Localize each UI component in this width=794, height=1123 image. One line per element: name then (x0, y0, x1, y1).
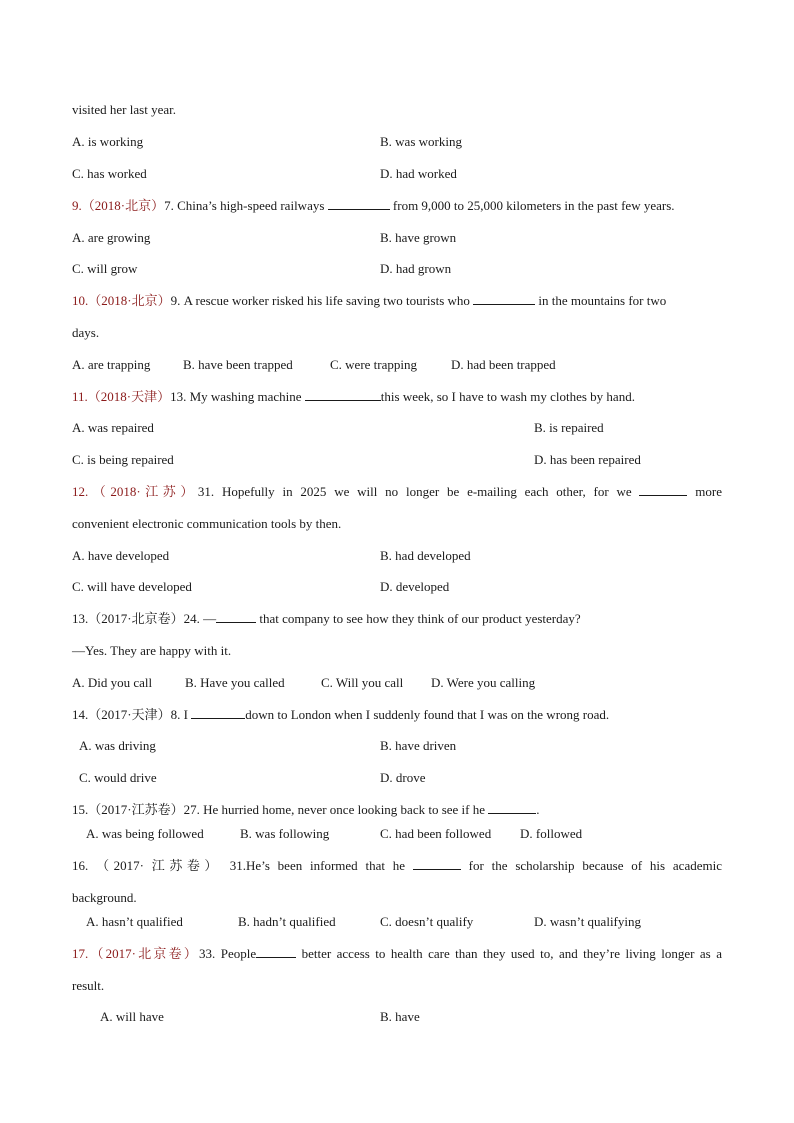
q8-option-c[interactable]: C. has worked (72, 166, 147, 181)
q9-option-a[interactable]: A. are growing (72, 230, 151, 245)
q8-stem-tail: visited her last year. (72, 102, 176, 117)
q11-stem: 11.（2018·天津）13. My washing machine this week, so I have to wash my clothes by hand. (72, 389, 635, 404)
q16-stem-cont: background. (72, 890, 137, 905)
q16-number: 16. (72, 858, 89, 873)
q16-stem: 16. （2017· 江苏卷） 31.He’s been informed that he for the scholarship because of his academic (72, 858, 722, 873)
q8-option-b[interactable]: B. was working (380, 134, 462, 149)
q17-option-a[interactable]: A. will have (100, 1009, 164, 1024)
q12-stem-cont: convenient electronic communication tools by then. (72, 516, 342, 531)
q15-source: 15.（2017·江苏卷） (72, 802, 184, 817)
q10-source: 10.（2018·北京） (72, 293, 171, 308)
q14-source: 14.（2017·天津） (72, 707, 171, 722)
q13-stem: 13.（2017·北京卷）24. — that company to see how they think of our product yesterday? (72, 611, 581, 626)
q11-source: 11.（2018·天津） (72, 389, 171, 404)
q16-option-b[interactable]: B. hadn’t qualified (238, 914, 336, 929)
q14-stem: 14.（2017·天津）8. I down to London when I suddenly found that I was on the wrong road. (72, 707, 610, 722)
q15-blank[interactable] (488, 802, 536, 814)
q12-option-b[interactable]: B. had developed (380, 548, 471, 563)
q12-source: 12.（2018·江苏） (72, 484, 198, 499)
q15-option-a[interactable]: A. was being followed (86, 826, 204, 841)
q14-blank[interactable] (191, 707, 245, 719)
q17-option-b[interactable]: B. have (380, 1009, 420, 1024)
q13-source: 13.（2017·北京卷） (72, 611, 184, 626)
q14-option-d[interactable]: D. drove (380, 770, 426, 785)
q9-source: 9.（2018·北京） (72, 198, 165, 213)
q9-option-c[interactable]: C. will grow (72, 261, 138, 276)
q16-blank[interactable] (413, 858, 461, 870)
q10-option-a[interactable]: A. are trapping (72, 357, 151, 372)
q10-blank[interactable] (473, 293, 535, 305)
q10-stem: 10.（2018·北京）9. A rescue worker risked his life saving two tourists who in the mountains for two (72, 293, 667, 308)
q17-blank[interactable] (256, 946, 296, 958)
q15-option-d[interactable]: D. followed (520, 826, 583, 841)
q10-option-d[interactable]: D. had been trapped (451, 357, 556, 372)
q10-option-c[interactable]: C. were trapping (330, 357, 418, 372)
q13-option-b[interactable]: B. Have you called (185, 675, 285, 690)
q8-option-d[interactable]: D. had worked (380, 166, 457, 181)
q16-source: （2017· 江苏卷） (96, 858, 222, 873)
q8-option-a[interactable]: A. is working (72, 134, 144, 149)
q11-option-b[interactable]: B. is repaired (534, 420, 604, 435)
q9-option-b[interactable]: B. have grown (380, 230, 457, 245)
q11-option-a[interactable]: A. was repaired (72, 420, 154, 435)
q16-option-a[interactable]: A. hasn’t qualified (86, 914, 183, 929)
q13-option-d[interactable]: D. Were you calling (431, 675, 536, 690)
q17-source: 17.（2017·北京卷） (72, 946, 200, 961)
q9-option-d[interactable]: D. had grown (380, 261, 452, 276)
q10-option-b[interactable]: B. have been trapped (183, 357, 293, 372)
q11-blank[interactable] (305, 389, 381, 401)
q16-option-c[interactable]: C. doesn’t qualify (380, 914, 474, 929)
q14-option-a[interactable]: A. was driving (79, 738, 156, 753)
q12-option-a[interactable]: A. have developed (72, 548, 170, 563)
q14-option-b[interactable]: B. have driven (380, 738, 457, 753)
q9-blank[interactable] (328, 198, 390, 210)
q15-stem: 15.（2017·江苏卷）27. He hurried home, never once looking back to see if he . (72, 802, 540, 817)
q10-stem-cont: days. (72, 325, 100, 340)
q13-blank[interactable] (216, 611, 256, 623)
q13-option-c[interactable]: C. Will you call (321, 675, 404, 690)
q16-option-d[interactable]: D. wasn’t qualifying (534, 914, 641, 929)
q14-option-c[interactable]: C. would drive (79, 770, 157, 785)
q17-stem: 17.（2017·北京卷）33. People better access to health care than they used to, and they’re living longer as a (72, 946, 722, 961)
q9-stem: 9.（2018·北京）7. China’s high-speed railways from 9,000 to 25,000 kilometers in the past few years. (72, 198, 675, 213)
q12-option-d[interactable]: D. developed (380, 579, 450, 594)
q15-option-c[interactable]: C. had been followed (380, 826, 492, 841)
q11-option-c[interactable]: C. is being repaired (72, 452, 174, 467)
q17-stem-cont: result. (72, 978, 105, 993)
q11-option-d[interactable]: D. has been repaired (534, 452, 641, 467)
q13-option-a[interactable]: A. Did you call (72, 675, 153, 690)
q12-option-c[interactable]: C. will have developed (72, 579, 192, 594)
q15-option-b[interactable]: B. was following (240, 826, 330, 841)
q13-stem-cont: —Yes. They are happy with it. (72, 643, 232, 658)
q12-stem: 12.（2018·江苏）31. Hopefully in 2025 we will no longer be e-mailing each other, for we more (72, 484, 722, 499)
q12-blank[interactable] (639, 484, 687, 496)
